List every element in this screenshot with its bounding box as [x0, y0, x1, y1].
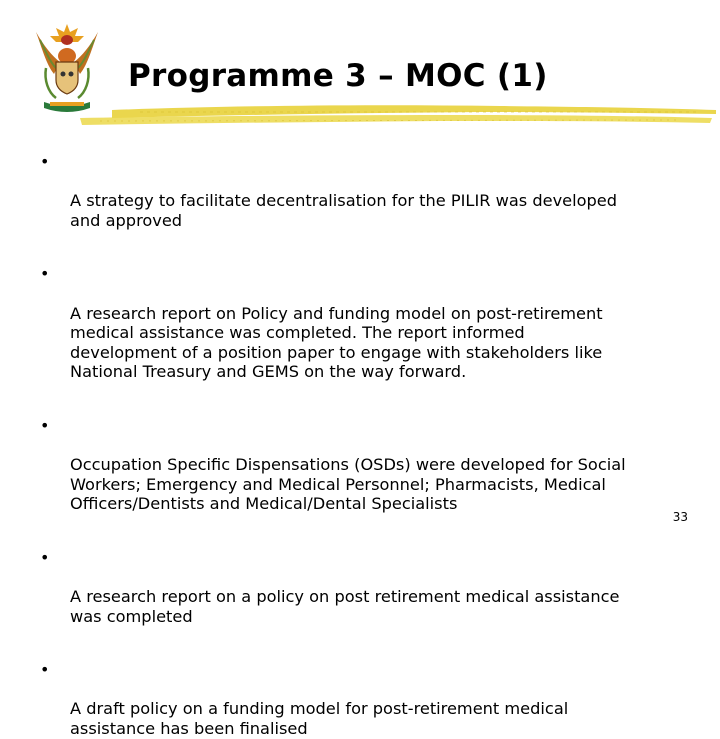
page-number: 33: [672, 510, 688, 524]
bullet-list: [40, 152, 690, 739]
bullet-text: Occupation Specific Dispensations (OSDs) were developed for Social Workers; Emergency and Medical Personnel; Pharmacists, Medical Officers/Dentists and Medical/Dental Specialists: [70, 455, 626, 514]
bullet-text: A research report on a policy on post retirement medical assistance was completed: [70, 587, 620, 626]
bullet-item: [40, 416, 690, 514]
bullet-marker: •: [40, 415, 50, 435]
bullet-marker: •: [40, 660, 50, 680]
bullet-marker: •: [40, 152, 50, 171]
title-underline-brushstroke: [40, 96, 720, 132]
bullet-text: A research report on Policy and funding model on post-retirement medical assistance was completed. The report informed development of a position paper to engage with stakeholders like National Treasury and GEMS on the way forward.: [70, 303, 603, 382]
bullet-item: [40, 152, 690, 230]
bullet-item: [40, 660, 690, 738]
bullet-marker: •: [40, 547, 50, 567]
slide-title: Programme 3 – MOC (1): [128, 58, 548, 94]
bullet-item: [40, 264, 690, 382]
bullet-item: [40, 548, 690, 626]
bullet-text: A strategy to facilitate decentralisation for the PILIR was developed and approved: [70, 191, 618, 230]
bullet-marker: •: [40, 264, 50, 284]
bullet-text: A draft policy on a funding model for post-retirement medical assistance has been finalised: [70, 699, 569, 739]
